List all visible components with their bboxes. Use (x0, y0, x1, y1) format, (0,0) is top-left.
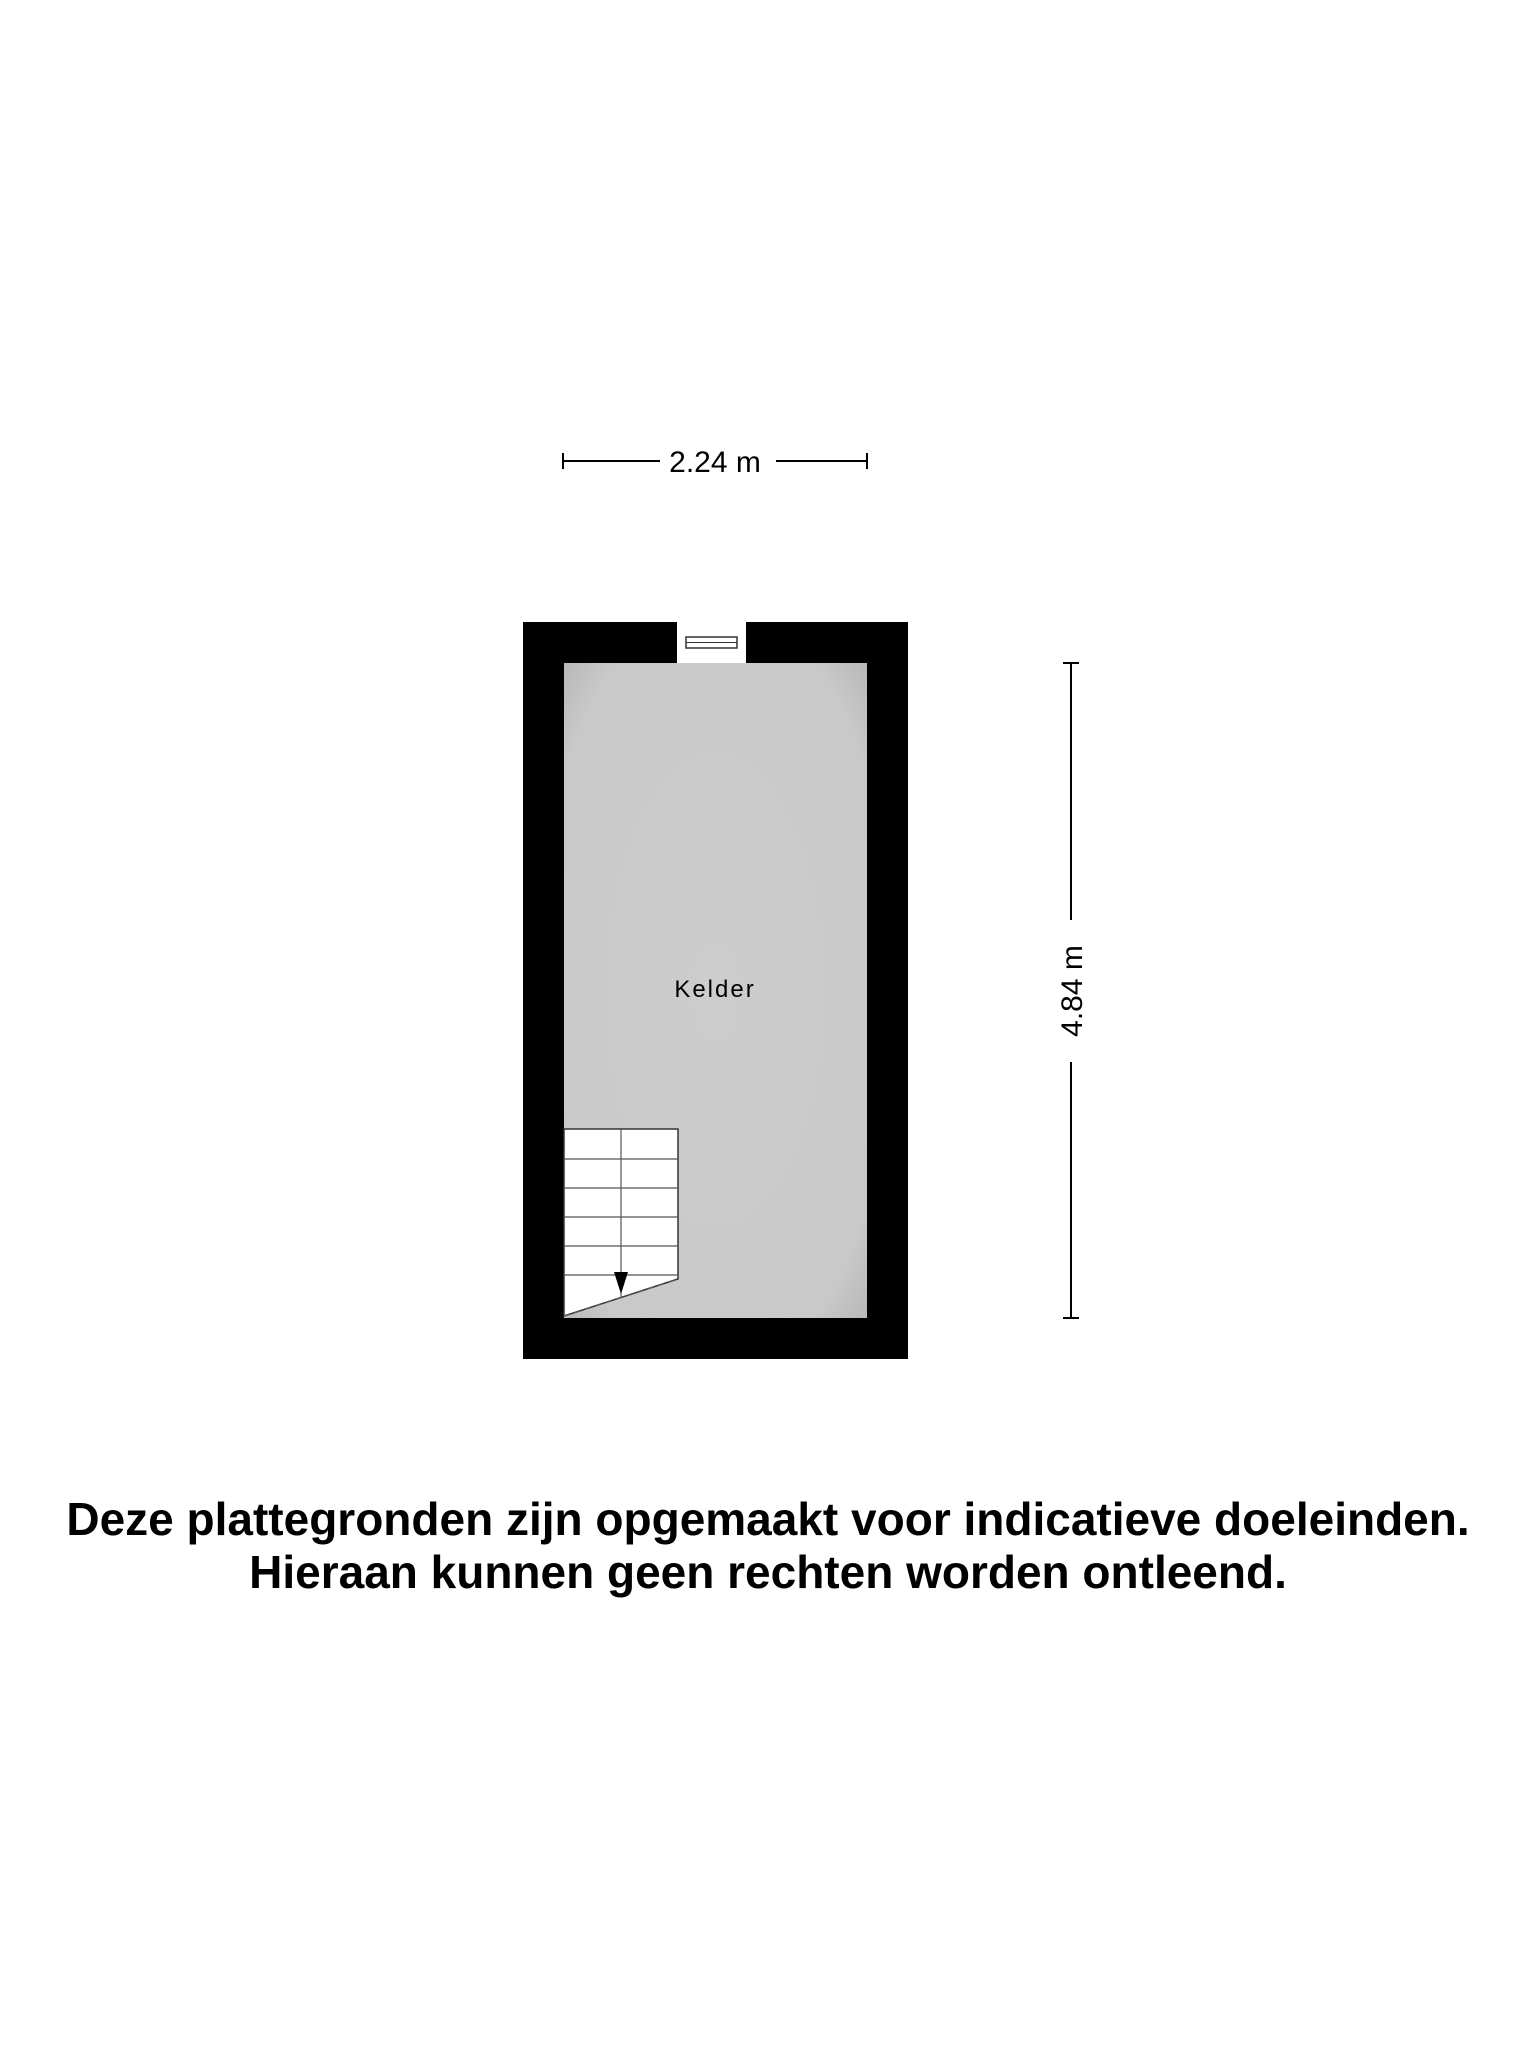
window (677, 622, 746, 663)
width-dimension-label: 2.24 m (669, 446, 761, 479)
room-label: Kelder (674, 976, 756, 1003)
height-dimension-label: 4.84 m (1056, 945, 1089, 1037)
disclaimer-line-2: Hieraan kunnen geen rechten worden ontleend. (249, 1546, 1287, 1598)
width-dimension (563, 446, 867, 479)
disclaimer-line-1: Deze plattegronden zijn opgemaakt voor indicatieve doeleinden. (66, 1493, 1470, 1545)
height-dimension (1056, 663, 1089, 1318)
